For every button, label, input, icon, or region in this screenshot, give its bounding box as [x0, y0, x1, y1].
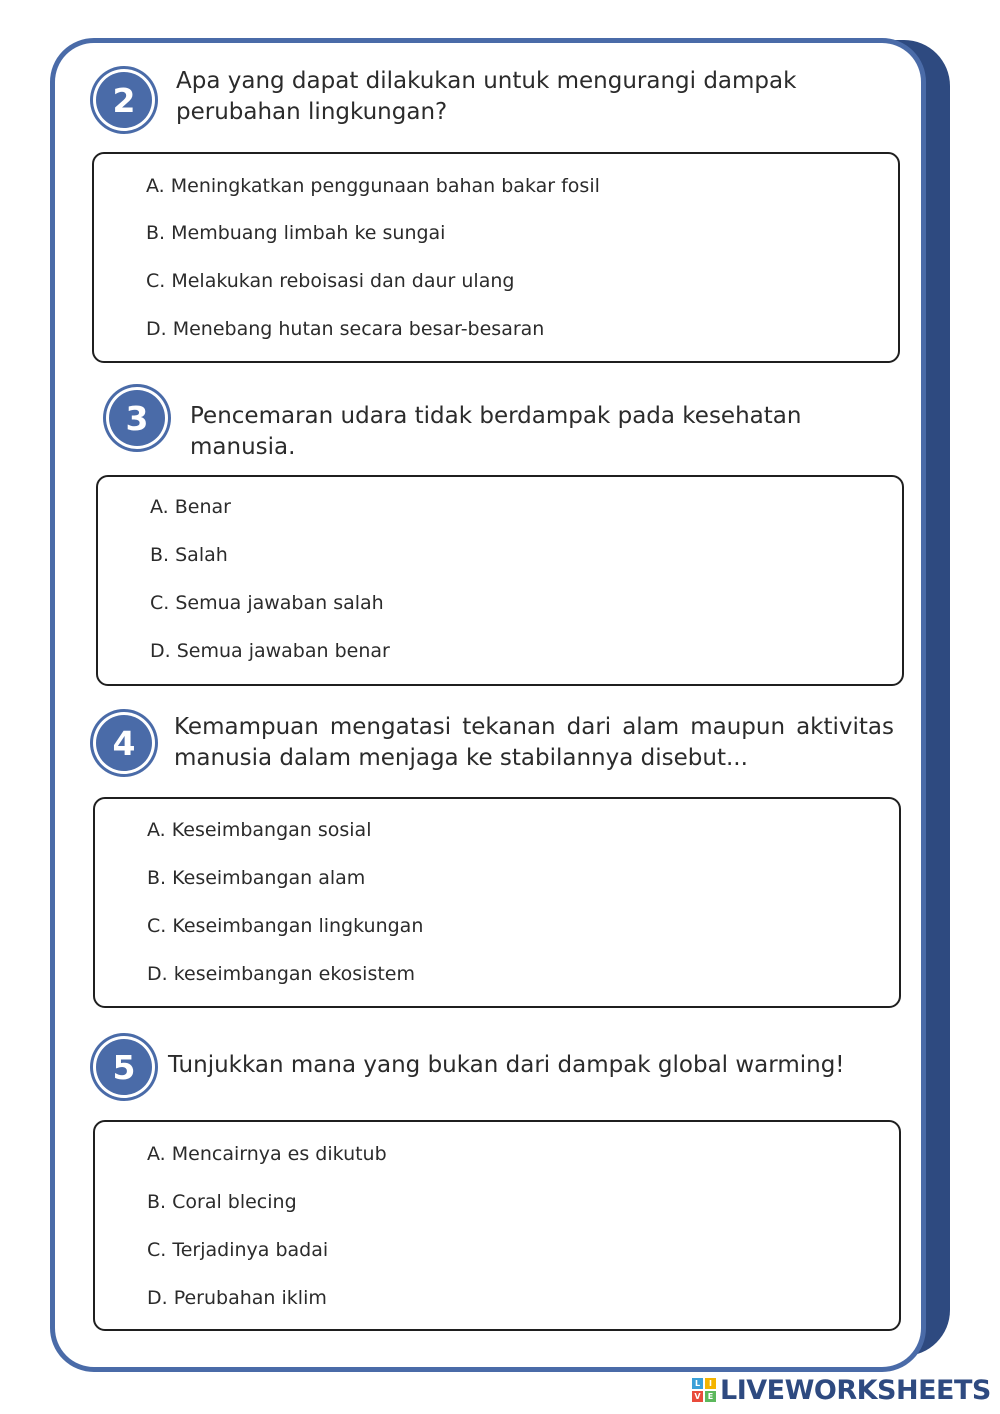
question-number-badge: 4 — [96, 715, 152, 771]
answer-option[interactable]: D. Perubahan iklim — [147, 1287, 327, 1309]
liveworksheets-brand[interactable] — [692, 1374, 991, 1406]
logo-letter: L — [692, 1378, 703, 1389]
question-text: Pencemaran udara tidak berdampak pada kesehatan manusia. — [190, 403, 802, 460]
options-box — [92, 152, 900, 363]
logo-letter: I — [705, 1378, 716, 1389]
answer-option[interactable]: C. Terjadinya badai — [147, 1239, 329, 1261]
answer-option[interactable]: D. keseimbangan ekosistem — [147, 963, 415, 985]
options-box — [93, 797, 901, 1008]
question-number-badge: 2 — [96, 72, 152, 128]
question-number-badge: 3 — [109, 390, 165, 446]
logo-letter: V — [692, 1391, 703, 1402]
answer-option[interactable]: A. Meningkatkan penggunaan bahan bakar fosil — [146, 175, 600, 197]
question-text: Apa yang dapat dilakukan untuk mengurangi dampak perubahan lingkungan? — [176, 68, 797, 125]
answer-option[interactable]: A. Mencairnya es dikutub — [147, 1143, 387, 1165]
answer-option[interactable]: D. Menebang hutan secara besar-besaran — [146, 318, 545, 340]
answer-option[interactable]: B. Coral blecing — [147, 1191, 297, 1213]
liveworksheets-logo-icon — [692, 1378, 716, 1402]
answer-option[interactable]: B. Salah — [150, 544, 228, 566]
answer-option[interactable]: A. Benar — [150, 496, 231, 518]
answer-option[interactable]: C. Melakukan reboisasi dan daur ulang — [146, 270, 515, 292]
options-box — [96, 475, 904, 686]
answer-option[interactable]: D. Semua jawaban benar — [150, 640, 390, 662]
options-box — [93, 1120, 901, 1331]
brand-name: LIVEWORKSHEETS — [720, 1374, 991, 1406]
question-text: Kemampuan mengatasi tekanan dari alam maupun aktivitas manusia dalam menjaga ke stabilannya disebut... — [174, 714, 894, 771]
question-number-badge: 5 — [96, 1039, 152, 1095]
answer-option[interactable]: B. Keseimbangan alam — [147, 867, 366, 889]
question-text: Tunjukkan mana yang bukan dari dampak global warming! — [168, 1052, 845, 1078]
answer-option[interactable]: B. Membuang limbah ke sungai — [146, 222, 446, 244]
answer-option[interactable]: C. Semua jawaban salah — [150, 592, 384, 614]
logo-letter: E — [705, 1391, 716, 1402]
answer-option[interactable]: C. Keseimbangan lingkungan — [147, 915, 424, 937]
answer-option[interactable]: A. Keseimbangan sosial — [147, 819, 372, 841]
